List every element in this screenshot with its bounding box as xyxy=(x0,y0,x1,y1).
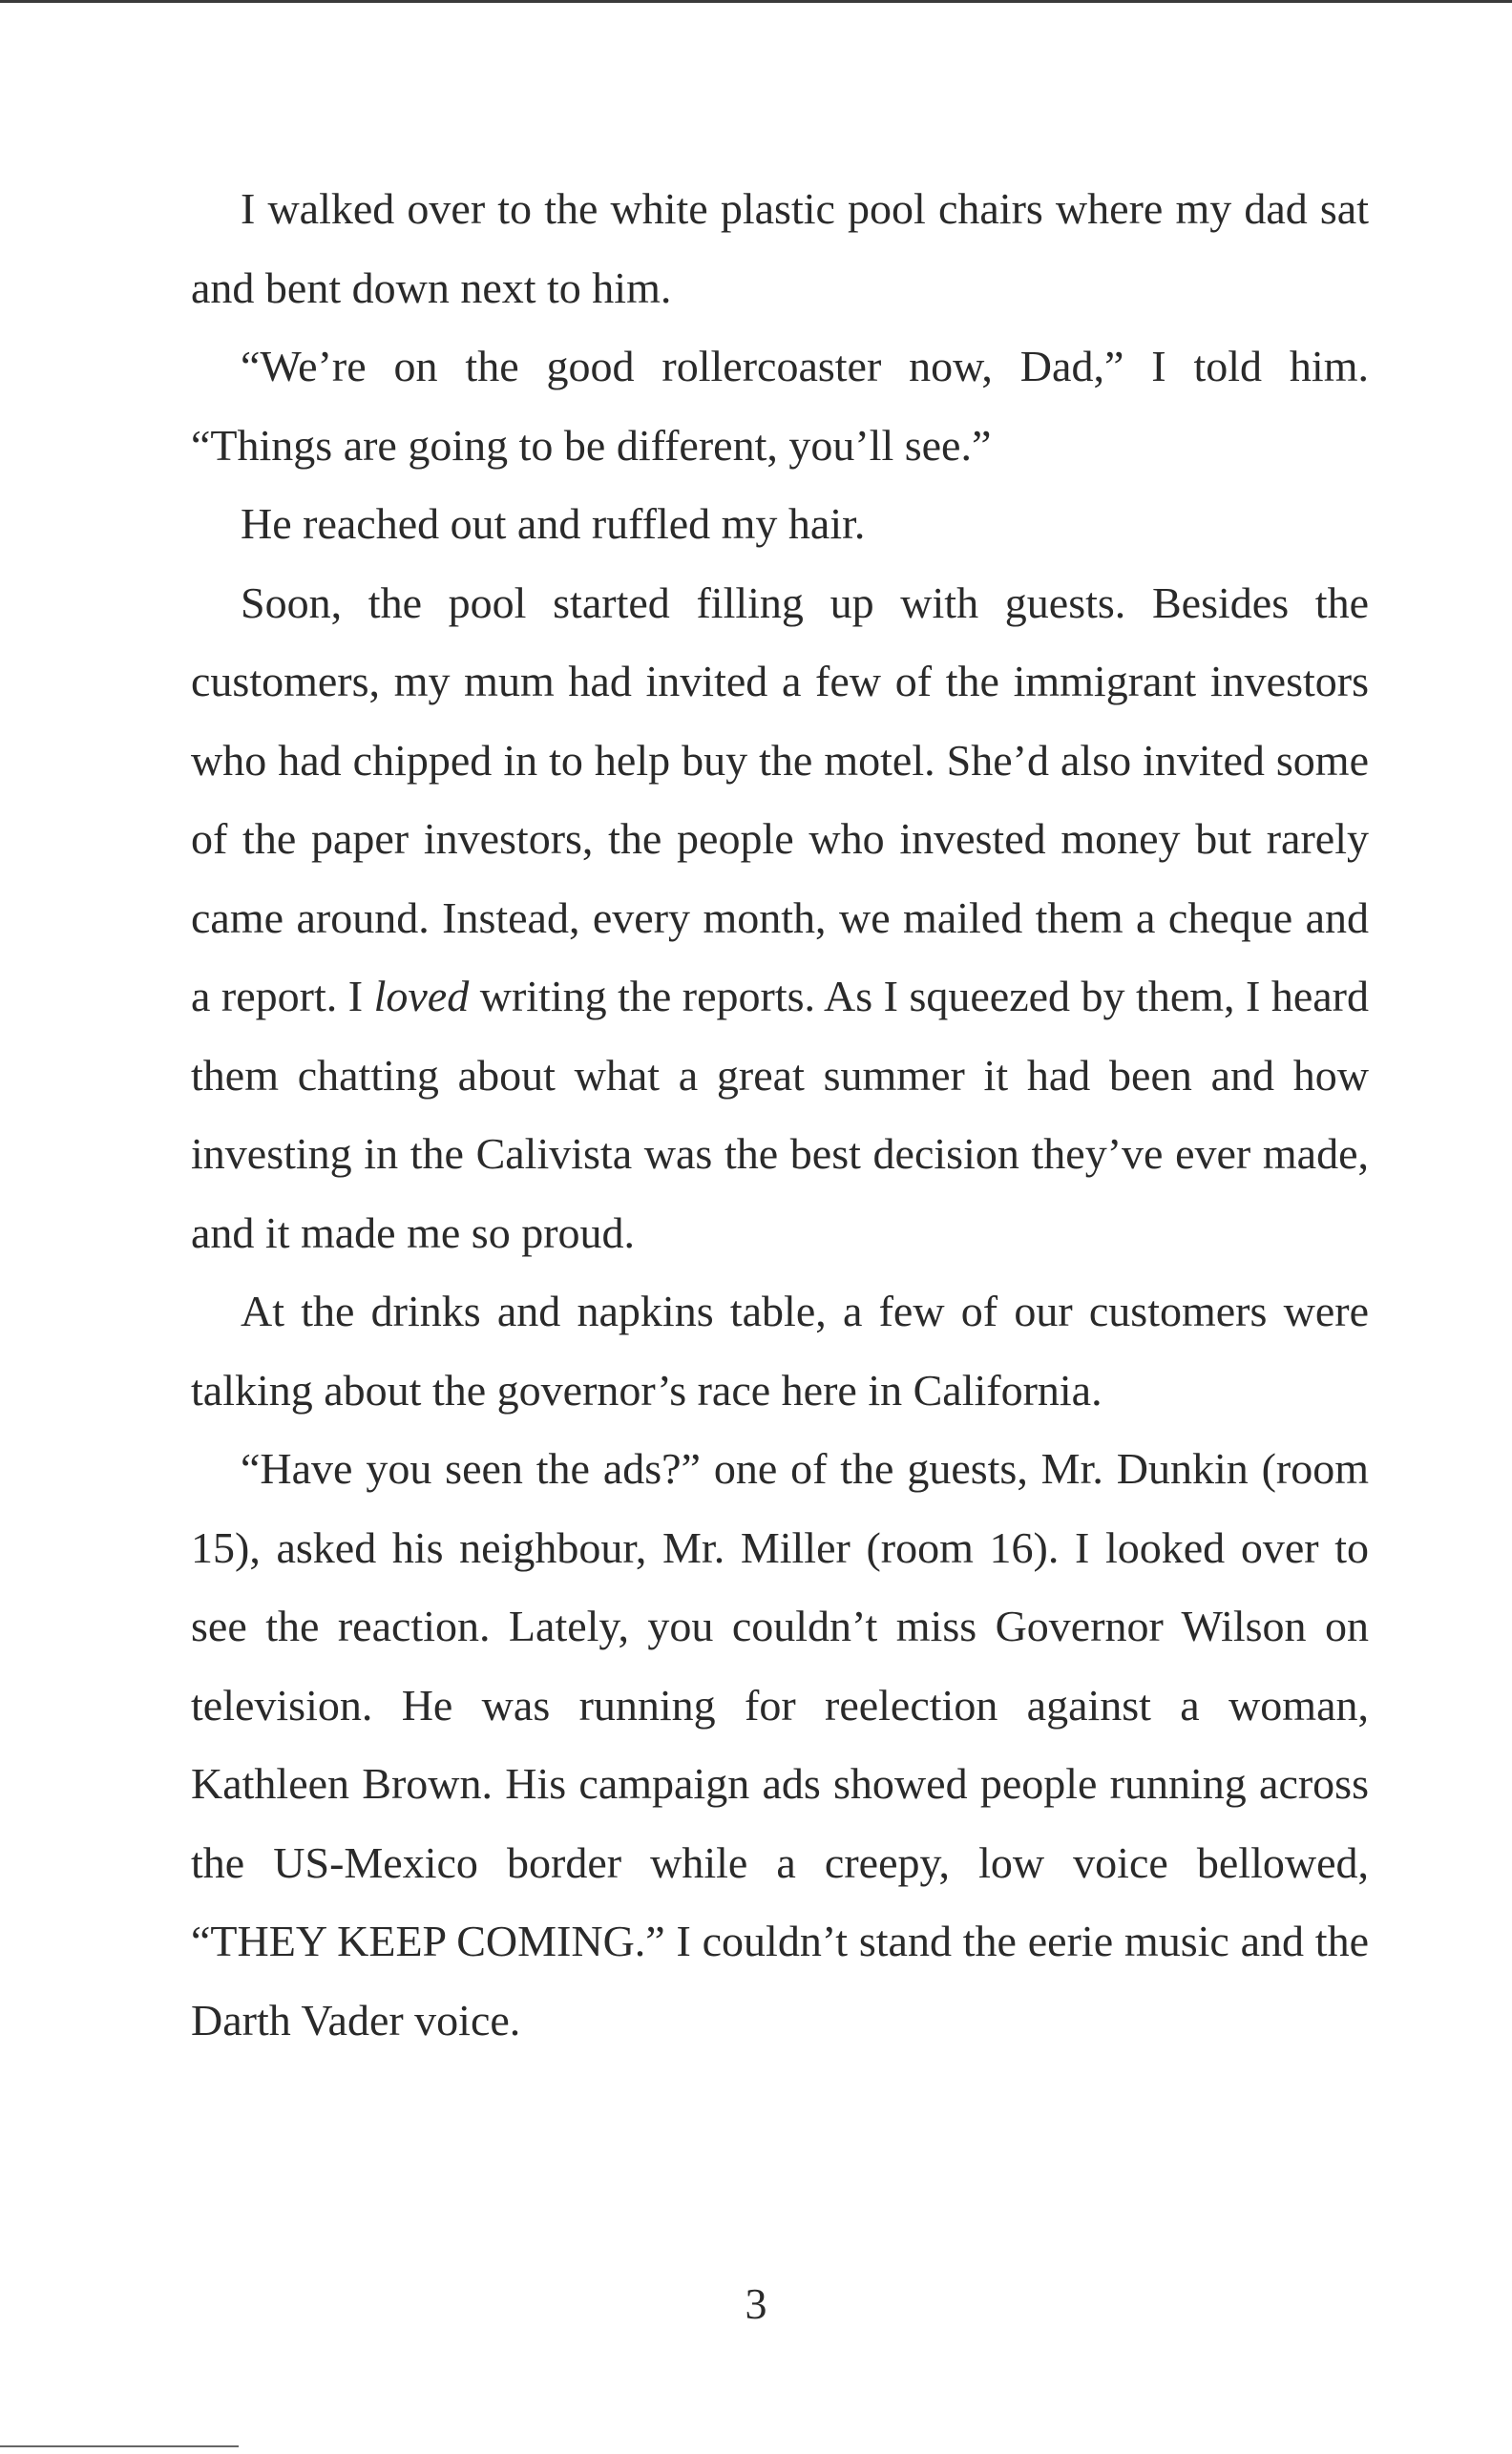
paragraph-3: He reached out and ruffled my hair. xyxy=(241,499,866,548)
paragraph-4-italic-word: loved xyxy=(373,972,470,1020)
paragraph-4 xyxy=(191,564,1369,1273)
body-text xyxy=(191,170,1369,2060)
paragraph-5: At the drinks and napkins table, a few of our customers were talking about the governor’s race here in California. xyxy=(191,1287,1369,1415)
page-number: 3 xyxy=(745,2279,767,2328)
paragraph-1: I walked over to the white plastic pool chairs where my dad sat and bent down next to him. xyxy=(191,184,1369,312)
paragraph-6: “Have you seen the ads?” one of the guests, Mr. Dunkin (room 15), asked his neighbour, Mr. Miller (room 16). I looked over to see the reaction. Lately, you couldn’t miss Governor Wilson on television. He was running for reelection against a woman, Kathleen Brown. His campaign ads showed people running across the US-Mexico border while a creepy, low voice bellowed, “THEY KEEP COMING.” I couldn’t stand the eerie music and the Darth Vader voice. xyxy=(191,1444,1369,2045)
bottom-edge-rule xyxy=(0,2445,239,2447)
paragraph-2: “We’re on the good rollercoaster now, Dad,” I told him. “Things are going to be different, you’ll see.” xyxy=(191,342,1369,470)
paragraph-4-end: writing the reports. As I squeezed by them, I heard them chatting about what a great summer it had been and how investing in the Calivista was the best decision they’ve ever made, and it made me so proud. xyxy=(191,972,1369,1257)
paragraph-4-start: Soon, the pool started filling up with guests. Besides the customers, my mum had invited a few of the immigrant investors who had chipped in to help buy the motel. She’d also invited some of the paper investors, the people who invested money but rarely came around. Instead, every month, we mailed them a cheque and a report. I xyxy=(191,577,1369,1020)
top-edge-rule xyxy=(0,0,1512,3)
